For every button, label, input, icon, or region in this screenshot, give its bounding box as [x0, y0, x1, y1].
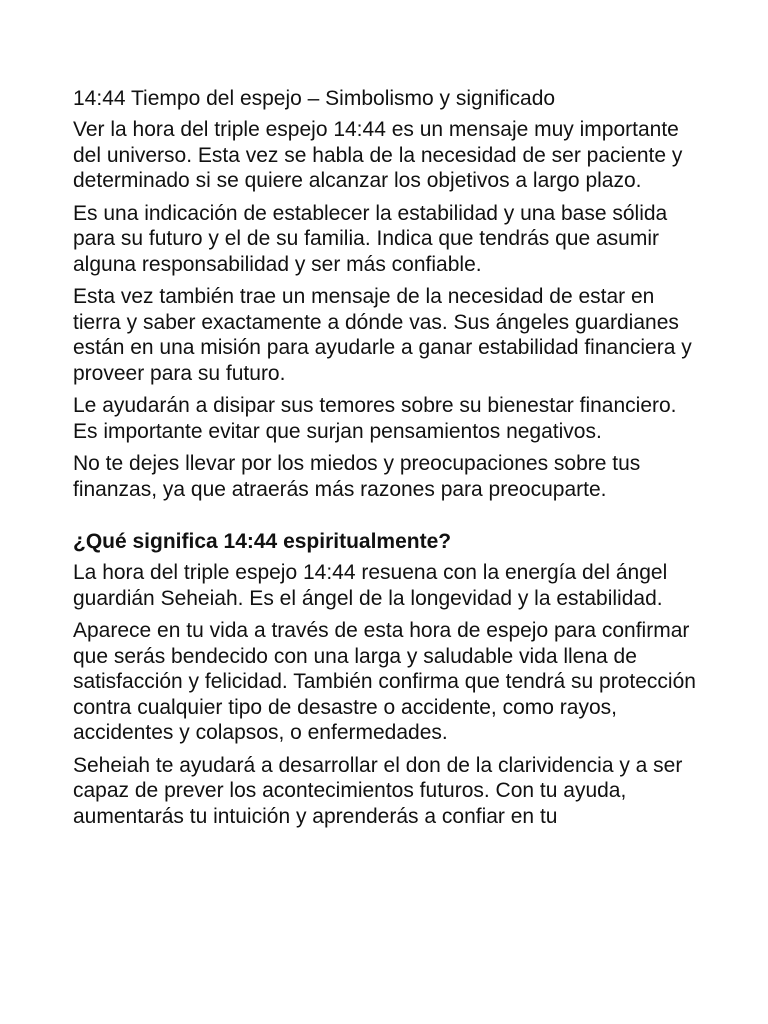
intro-paragraph-4: Le ayudarán a disipar sus temores sobre su bienestar financiero. Es importante evitar que surjan pensamientos negativos. — [73, 394, 677, 443]
intro-paragraph-5: No te dejes llevar por los miedos y preocupaciones sobre tus finanzas, ya que atraerás más razones para preocuparte. — [73, 452, 641, 501]
intro-paragraph-3: Esta vez también trae un mensaje de la necesidad de estar en tierra y saber exactamente a dónde vas. Sus ángeles guardianes están en una misión para ayudarle a ganar estabilidad financiera y proveer para su futuro. — [73, 285, 692, 385]
section-paragraph-1: La hora del triple espejo 14:44 resuena con la energía del ángel guardián Seheiah. Es el ángel de la longevidad y la estabilidad. — [73, 561, 668, 610]
section-heading: ¿Qué significa 14:44 espiritualmente? — [73, 530, 452, 553]
intro-paragraph-2: Es una indicación de establecer la estabilidad y una base sólida para su futuro y el de su familia. Indica que tendrás que asumir alguna responsabilidad y ser más confiable. — [73, 201, 668, 276]
intro-paragraph-1: Ver la hora del triple espejo 14:44 es un mensaje muy importante del universo. Esta vez se habla de la necesidad de ser paciente y determinado si se quiere alcanzar los objetivos a largo plazo. — [73, 118, 683, 192]
section-paragraph-3: Seheiah te ayudará a desarrollar el don de la clarividencia y a ser capaz de prever los acontecimientos futuros. Con tu ayuda, aumentarás tu intuición y aprenderás a confiar en tu — [73, 753, 683, 828]
section-paragraph-2: Aparece en tu vida a través de esta hora de espejo para confirmar que serás bendecido con una larga y saludable vida llena de satisfacción y felicidad. También confirma que tendrá su protección contra cualquier tipo de desastre o accidente, como rayos, accidentes y colapsos, o enfermedades. — [73, 619, 696, 744]
document-page — [73, 86, 703, 836]
document-title: 14:44 Tiempo del espejo – Simbolismo y significado — [73, 87, 556, 110]
